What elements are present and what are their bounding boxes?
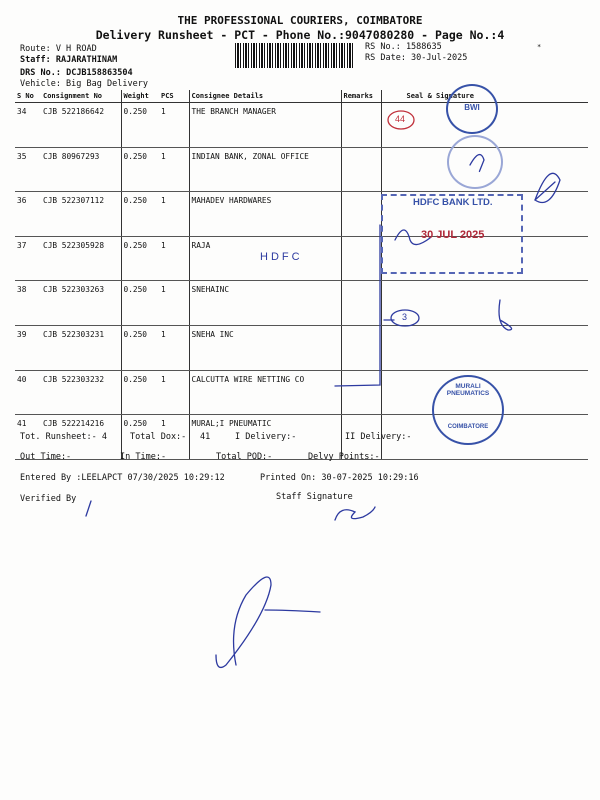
cell-consignee: CALCUTTA WIRE NETTING CO	[189, 370, 341, 415]
remark-circle-blue	[391, 310, 419, 326]
out-time: Out Time:-	[20, 452, 72, 462]
bwi-stamp-text: BWI	[464, 103, 480, 112]
col-seal-signature: Seal & Signature	[381, 90, 588, 103]
col-remarks: Remarks	[341, 90, 381, 103]
col-weight: Weight	[121, 90, 159, 103]
cell-consignment: CJB 522186642	[41, 103, 121, 148]
cell-sno: 37	[15, 236, 41, 281]
cell-consignee: MAHADEV HARDWARES	[189, 192, 341, 237]
remark-44: 44	[395, 114, 406, 124]
cell-pcs: 1	[159, 281, 189, 326]
staff-label: Staff:	[20, 55, 51, 65]
i-delivery: I Delivery:-	[235, 432, 297, 442]
rs-no: RS No.: 1588635	[365, 42, 442, 52]
cell-consignment: CJB 80967293	[41, 147, 121, 192]
runsheet-subtitle: Delivery Runsheet - PCT - Phone No.:9047080280 - Page No.:4	[95, 28, 505, 42]
staff-signature-label: Staff Signature	[276, 492, 353, 502]
verified-by: Verified By	[20, 494, 77, 504]
cell-sno: 34	[15, 103, 41, 148]
drs-label: DRS No.:	[20, 68, 61, 78]
cell-weight: 0.250	[121, 370, 159, 415]
cell-sno: 38	[15, 281, 41, 326]
cell-consignee: THE BRANCH MANAGER	[189, 103, 341, 148]
cell-consignee: MURAL;I PNEUMATIC	[189, 415, 341, 460]
cell-weight: 0.250	[121, 415, 159, 460]
cell-consignee: RAJA	[189, 236, 341, 281]
cell-weight: 0.250	[121, 192, 159, 237]
hdfc-handwritten-note: HDFC	[260, 251, 303, 263]
col-pcs: PCS	[159, 90, 189, 103]
cell-sno: 36	[15, 192, 41, 237]
cell-sno: 41	[15, 415, 41, 460]
large-handwritten-signature	[216, 577, 320, 667]
col-consignment: Consignment No	[41, 90, 121, 103]
route-label: Route: V H ROAD	[20, 44, 97, 54]
rs-date: RS Date: 30-Jul-2025	[365, 53, 468, 63]
hdfc-stamp-date: 30 JUL 2025	[421, 229, 485, 241]
delvy-points: Delvy Points:-	[308, 452, 380, 462]
printed-on: Printed On: 30-07-2025 10:29:16	[260, 473, 419, 483]
signature-35	[470, 155, 484, 172]
pointer-line	[335, 225, 394, 386]
signature-39	[499, 300, 512, 330]
cell-pcs: 1	[159, 325, 189, 370]
company-title: THE PROFESSIONAL COURIERS, COIMBATORE	[177, 14, 423, 27]
cell-pcs: 1	[159, 236, 189, 281]
asterisk-mark: *	[537, 43, 542, 51]
cell-consignment: CJB 522307112	[41, 192, 121, 237]
in-time: In Time:-	[120, 452, 167, 462]
signature-36	[535, 173, 560, 202]
cell-pcs: 1	[159, 103, 189, 148]
ii-delivery: II Delivery:-	[345, 432, 412, 442]
staff-value: RAJARATHINAM	[55, 55, 118, 65]
murali-stamp-text: MURALI PNEUMATICS	[446, 383, 490, 397]
cell-consignment: CJB 522303231	[41, 325, 121, 370]
staff-signature-mark	[335, 507, 375, 520]
cell-consignment: CJB 522214216	[41, 415, 121, 460]
cell-consignment: CJB 522303263	[41, 281, 121, 326]
cell-sno: 40	[15, 370, 41, 415]
total-pod: Total POD:-	[216, 452, 273, 462]
cell-pcs: 1	[159, 415, 189, 460]
cell-weight: 0.250	[121, 103, 159, 148]
vehicle-label: Vehicle: Big Bag Delivery	[20, 79, 148, 89]
verified-check	[86, 501, 91, 516]
cell-consignment: CJB 522305928	[41, 236, 121, 281]
cell-weight: 0.250	[121, 147, 159, 192]
cell-pcs: 1	[159, 370, 189, 415]
cell-weight: 0.250	[121, 281, 159, 326]
col-consignee: Consignee Details	[189, 90, 341, 103]
cell-sno: 35	[15, 147, 41, 192]
hdfc-stamp-title: HDFC BANK LTD.	[413, 197, 493, 208]
cell-pcs: 1	[159, 192, 189, 237]
remark-3: 3	[402, 312, 408, 322]
cell-weight: 0.250	[121, 325, 159, 370]
total-dox-label: Total Dox:-	[130, 432, 187, 442]
drs-value: DCJB158863504	[66, 68, 133, 78]
entered-by: Entered By :LEELAPCT 07/30/2025 10:29:12	[20, 473, 225, 483]
col-sno: S No	[15, 90, 41, 103]
cell-consignee: SNEHAINC	[189, 281, 341, 326]
cell-consignee: SNEHA INC	[189, 325, 341, 370]
signature-37	[395, 230, 430, 245]
total-dox-value: 41	[200, 432, 211, 442]
cell-pcs: 1	[159, 147, 189, 192]
cell-sno: 39	[15, 325, 41, 370]
cell-consignment: CJB 522303232	[41, 370, 121, 415]
cell-weight: 0.250	[121, 236, 159, 281]
murali-stamp-city: COIMBATORE	[447, 424, 489, 430]
remark-circle-red	[388, 111, 414, 129]
tot-runsheet: Tot. Runsheet:- 4	[20, 432, 107, 442]
cell-consignee: INDIAN BANK, ZONAL OFFICE	[189, 147, 341, 192]
